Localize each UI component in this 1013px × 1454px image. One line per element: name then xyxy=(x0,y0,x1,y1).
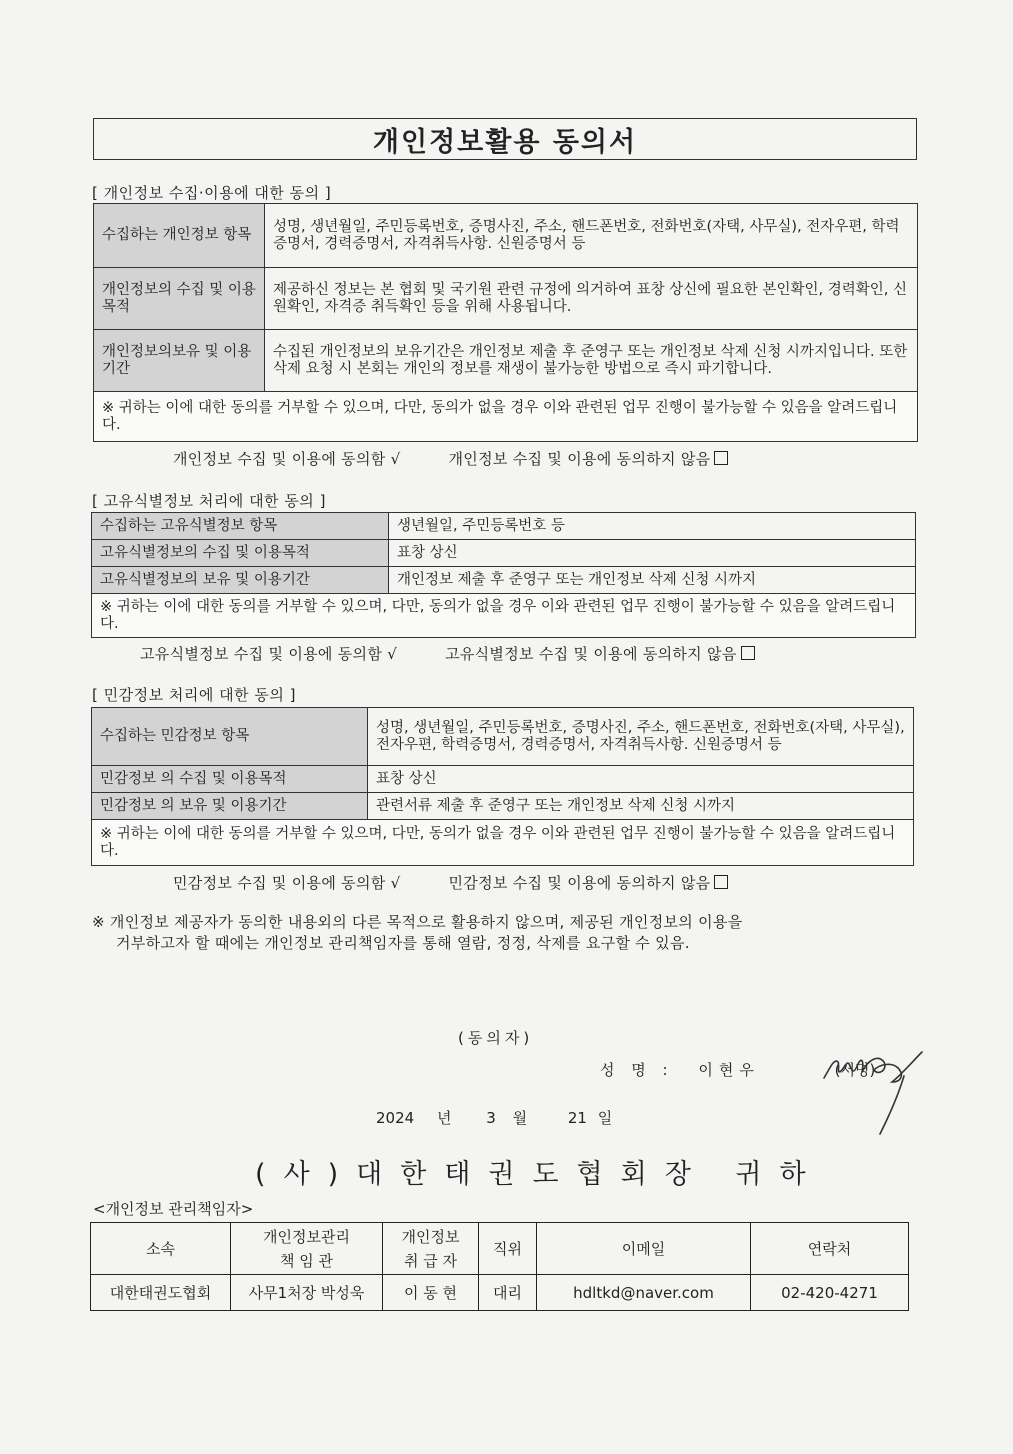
section1-table xyxy=(93,203,918,442)
row-value: 생년월일, 주민등록번호 등 xyxy=(389,513,916,540)
cell-handler: 이 동 현 xyxy=(383,1275,479,1311)
section2-consent xyxy=(140,643,755,664)
name-label: 성 명 : xyxy=(600,1061,674,1079)
disagree-label: 개인정보 수집 및 이용에 동의하지 않음 xyxy=(448,450,711,468)
manager-table xyxy=(90,1222,909,1311)
date-year-unit: 년 xyxy=(436,1109,452,1127)
cell-position: 대리 xyxy=(479,1275,537,1311)
general-note xyxy=(92,912,922,954)
checkbox-icon[interactable] xyxy=(714,875,728,889)
row-label: 민감정보 의 수집 및 이용목적 xyxy=(92,766,368,793)
header-org: 소속 xyxy=(91,1223,231,1275)
row-value: 표창 상신 xyxy=(389,540,916,567)
header-manager-line2: 책 임 관 xyxy=(279,1251,333,1270)
date-day-unit: 일 xyxy=(597,1109,613,1127)
checkbox-icon[interactable] xyxy=(714,451,728,465)
header-manager-line1: 개인정보관리 xyxy=(263,1227,350,1246)
section2-table xyxy=(91,512,916,638)
seal-label: (서명) xyxy=(834,1061,876,1079)
row-value: 표창 상신 xyxy=(368,766,914,793)
cell-email: hdltkd@naver.com xyxy=(537,1275,751,1311)
refusal-note: ※ 귀하는 이에 대한 동의를 거부할 수 있으며, 다만, 동의가 없을 경우 이와 관련된 업무 진행이 불가능할 수 있음을 알려드립니다. xyxy=(92,820,914,866)
section3-heading: [ 민감정보 처리에 대한 동의 ] xyxy=(92,686,296,704)
header-position: 직위 xyxy=(479,1223,537,1275)
general-note-line1: ※ 개인정보 제공자가 동의한 내용외의 다른 목적으로 활용하지 않으며, 제공된 개인정보의 이용을 xyxy=(92,913,743,931)
handwritten-signature xyxy=(818,1040,928,1138)
header-handler-line1: 개인정보 xyxy=(401,1227,460,1246)
closing-addressee: (사)대한태권도협회장 귀하 xyxy=(255,1159,824,1190)
section3-consent xyxy=(173,872,728,893)
row-label: 고유식별정보의 보유 및 이용기간 xyxy=(92,567,389,594)
row-value: 수집된 개인정보의 보유기간은 개인정보 제출 후 준영구 또는 개인정보 삭제 신청 시까지입니다. 또한 삭제 요청 시 본회는 개인의 정보를 재생이 불가능한 방법으로 즉시 파기합니다. xyxy=(265,330,918,392)
table-row xyxy=(94,204,918,268)
row-label: 수집하는 고유식별정보 항목 xyxy=(92,513,389,540)
row-label: 개인정보의 수집 및 이용목적 xyxy=(94,268,265,330)
agree-option[interactable]: 민감정보 수집 및 이용에 동의함 √ xyxy=(173,874,401,892)
row-label: 개인정보의보유 및 이용기간 xyxy=(94,330,265,392)
agree-option[interactable]: 개인정보 수집 및 이용에 동의함 √ xyxy=(173,450,401,468)
disagree-option[interactable] xyxy=(445,643,755,664)
date-year: 2024 xyxy=(376,1109,415,1127)
cell-phone: 02-420-4271 xyxy=(751,1275,909,1311)
cell-manager: 사무1처장 박성욱 xyxy=(231,1275,383,1311)
refusal-note: ※ 귀하는 이에 대한 동의를 거부할 수 있으며, 다만, 동의가 없을 경우 이와 관련된 업무 진행이 불가능할 수 있음을 알려드립니다. xyxy=(92,594,916,638)
table-row xyxy=(92,513,916,540)
row-value: 성명, 생년월일, 주민등록번호, 증명사진, 주소, 핸드폰번호, 전화번호(자택, 사무실), 전자우편, 학력증명서, 경력증명서, 자격취득사항. 신원증명서 등 xyxy=(265,204,918,268)
table-row xyxy=(94,268,918,330)
table-row xyxy=(92,793,914,820)
agreer-label: (동의자) xyxy=(458,1029,534,1047)
header-handler-line2: 취 급 자 xyxy=(403,1251,457,1270)
row-value: 성명, 생년월일, 주민등록번호, 증명사진, 주소, 핸드폰번호, 전화번호(자택, 사무실), 전자우편, 학력증명서, 경력증명서, 자격취득사항. 신원증명서 등 xyxy=(368,708,914,766)
table-row xyxy=(94,330,918,392)
table-row xyxy=(92,708,914,766)
document-title: 개인정보활용 동의서 xyxy=(93,118,917,160)
disagree-label: 고유식별정보 수집 및 이용에 동의하지 않음 xyxy=(445,645,737,663)
checkbox-icon[interactable] xyxy=(741,646,755,660)
section2-heading: [ 고유식별정보 처리에 대한 동의 ] xyxy=(92,492,326,510)
row-label: 수집하는 개인정보 항목 xyxy=(94,204,265,268)
agree-option[interactable]: 고유식별정보 수집 및 이용에 동의함 √ xyxy=(140,645,398,663)
row-value: 제공하신 정보는 본 협회 및 국기원 관련 규정에 의거하여 표창 상신에 필요한 본인확인, 경력확인, 신원확인, 자격증 취득확인 등을 위해 사용됩니다. xyxy=(265,268,918,330)
section1-consent xyxy=(173,448,728,469)
section1-heading: [ 개인정보 수집·이용에 대한 동의 ] xyxy=(92,184,332,202)
cell-org: 대한태권도협회 xyxy=(91,1275,231,1311)
header-manager xyxy=(231,1223,383,1275)
row-value: 관련서류 제출 후 준영구 또는 개인정보 삭제 신청 시까지 xyxy=(368,793,914,820)
disagree-option[interactable] xyxy=(448,448,728,469)
row-label: 민감정보 의 보유 및 이용기간 xyxy=(92,793,368,820)
table-row xyxy=(91,1275,909,1311)
table-row xyxy=(94,392,918,442)
disagree-option[interactable] xyxy=(448,872,728,893)
header-email: 이메일 xyxy=(537,1223,751,1275)
table-row xyxy=(92,540,916,567)
header-phone: 연락처 xyxy=(751,1223,909,1275)
row-value: 개인정보 제출 후 준영구 또는 개인정보 삭제 신청 시까지 xyxy=(389,567,916,594)
date-month-unit: 월 xyxy=(512,1109,528,1127)
row-label: 고유식별정보의 수집 및 이용목적 xyxy=(92,540,389,567)
name-value: 이현우 xyxy=(698,1061,760,1079)
table-row xyxy=(91,1223,909,1275)
section3-table xyxy=(91,707,914,866)
table-row xyxy=(92,820,914,866)
row-label: 수집하는 민감정보 항목 xyxy=(92,708,368,766)
refusal-note: ※ 귀하는 이에 대한 동의를 거부할 수 있으며, 다만, 동의가 없을 경우 이와 관련된 업무 진행이 불가능할 수 있음을 알려드립니다. xyxy=(94,392,918,442)
date-row xyxy=(376,1107,612,1128)
date-day: 21 xyxy=(567,1109,587,1127)
date-month: 3 xyxy=(486,1109,496,1127)
general-note-line2: 거부하고자 할 때에는 개인정보 관리책임자를 통해 열람, 정정, 삭제를 요구할 수 있음. xyxy=(116,934,690,952)
table-row xyxy=(92,567,916,594)
table-row xyxy=(92,594,916,638)
header-handler xyxy=(383,1223,479,1275)
manager-heading: <개인정보 관리책임자> xyxy=(93,1200,254,1218)
table-row xyxy=(92,766,914,793)
disagree-label: 민감정보 수집 및 이용에 동의하지 않음 xyxy=(448,874,711,892)
